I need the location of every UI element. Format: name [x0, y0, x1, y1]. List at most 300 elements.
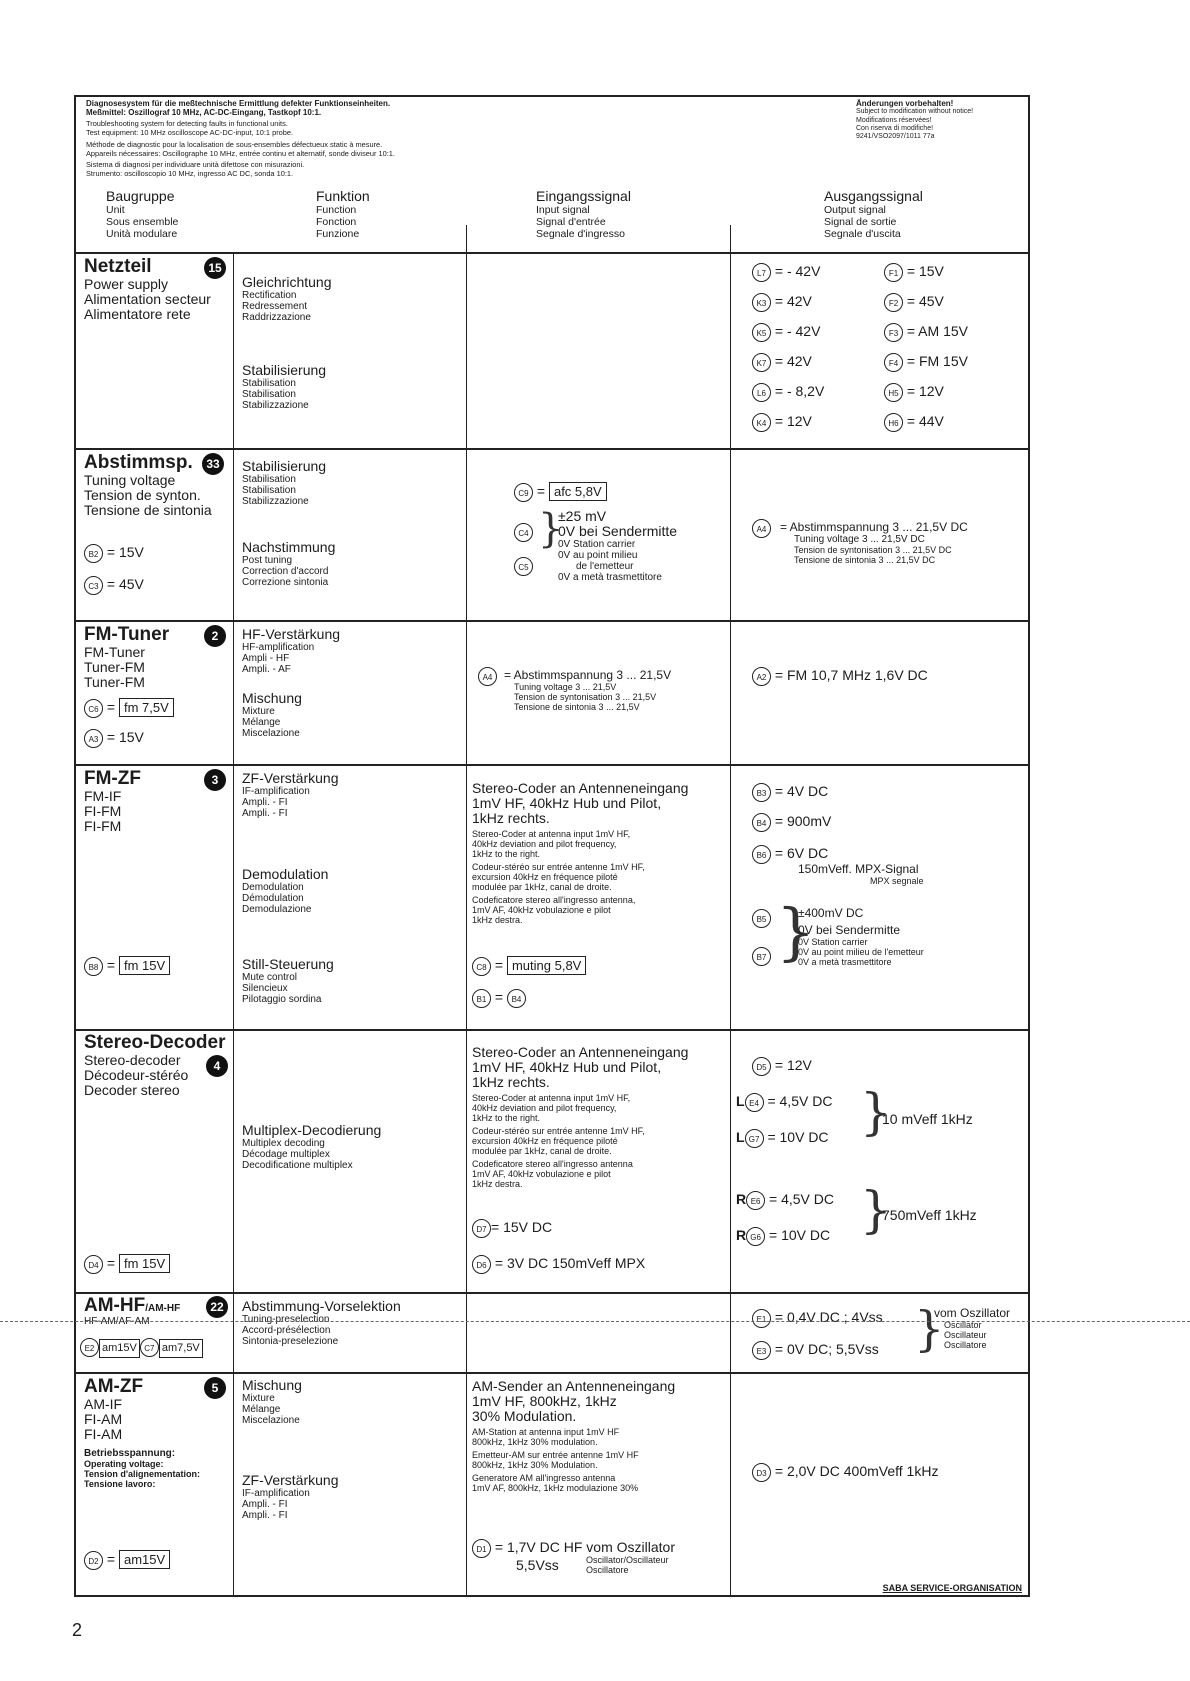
pin-icon: A4	[478, 667, 497, 686]
pin-icon: G7	[745, 1129, 764, 1148]
left-channel-label: L	[736, 1093, 745, 1109]
fmzf-f1-it: Ampli. - FI	[242, 808, 288, 819]
netzteil-out-F4	[884, 351, 968, 372]
netzteil-out-K4	[752, 411, 812, 432]
col-function-it: Funzione	[316, 228, 360, 240]
abstimm-f1-de: Stabilisierung	[242, 458, 327, 474]
abstimm-f2-fr: Correction d'accord	[242, 566, 329, 577]
out-line: 0V a metà trasmettitore	[798, 957, 892, 967]
fmzf-fr: FI-FM	[84, 803, 122, 819]
amzf-f2-en: IF-amplification	[242, 1488, 310, 1499]
in-line: Stereo-Coder at antenna input 1mV HF,	[472, 829, 631, 839]
in-line: Generatore AM all'ingresso antenna	[472, 1473, 616, 1483]
osc-label: Oscillator	[944, 1320, 982, 1330]
in-line: 1kHz to the right.	[472, 1113, 541, 1123]
in-line: 0V a metà trasmettitore	[558, 572, 662, 583]
out-value: = 15V	[906, 263, 944, 279]
fmtuner-in-pin	[478, 665, 497, 686]
pin-icon: B4	[507, 989, 526, 1008]
abstimm-in-pin-c5	[514, 555, 533, 576]
pin-icon: A2	[752, 667, 771, 686]
amzf-fr: FI-AM	[84, 1411, 123, 1427]
netzteil-func-2	[242, 363, 462, 411]
en-equip: Test equipment: 10 MHz oscilloscope AC-DC-input, 10:1 probe.	[86, 128, 294, 138]
fmzf-f2-en: Demodulation	[242, 882, 304, 893]
in-line: 800kHz, 1kHz 30% modulation.	[472, 1437, 598, 1447]
netzteil-number-badge: 15	[204, 257, 226, 279]
fmzf-en: FM-IF	[84, 788, 122, 804]
pin-icon: C3	[84, 576, 103, 595]
abstimm-func-1	[242, 459, 462, 507]
in-line: = Abstimmspannung 3 ... 21,5V	[504, 668, 672, 682]
out-value: = - 42V	[774, 323, 821, 339]
netzteil-f2-en: Stabilisation	[242, 378, 296, 389]
amzf-it: FI-AM	[84, 1426, 123, 1442]
fr-equip: Appareils nécessaires: Oscillographe 10 MHz, entrée continu et alternatif, sonde diviseur 10:1.	[86, 148, 395, 158]
netzteil-func-1	[242, 275, 462, 323]
pin-icon: B3	[752, 783, 771, 802]
abstimm-in-text	[558, 509, 728, 583]
grid-hline-3	[76, 764, 1028, 766]
fmzf-in-b1-b4	[472, 987, 526, 1008]
col-unit-it: Unità modulare	[106, 228, 178, 240]
fmtuner-title: FM-Tuner	[84, 624, 170, 645]
out-value: = 12V	[906, 383, 944, 399]
fmzf-f3-it: Pilotaggio sordina	[242, 994, 322, 1005]
pin-icon: B8	[84, 957, 103, 976]
pin-icon: D6	[472, 1255, 491, 1274]
abstimm-number-badge: 33	[202, 453, 224, 475]
amzf-in-osc	[586, 1555, 726, 1575]
netzteil-title: Netzteil	[84, 256, 152, 277]
amzf-f2-fr: Ampli. - FI	[242, 1499, 288, 1510]
pin-icon: E6	[746, 1191, 765, 1210]
netzteil-f1-fr: Redressement	[242, 301, 308, 312]
in-line: 40kHz deviation and pilot frequency,	[472, 839, 617, 849]
out-value: = FM 15V	[906, 353, 968, 369]
in-value: = 1,7V DC HF vom Oszillator	[494, 1539, 675, 1555]
fmtuner-supply-2	[84, 727, 144, 748]
fmzf-out-text	[798, 907, 1028, 967]
in-line: de l'emetteur	[576, 561, 634, 572]
out-value: = 6V DC	[774, 845, 829, 861]
cut-line	[0, 1321, 1190, 1322]
amzf-f2-de: ZF-Verstärkung	[242, 1472, 339, 1488]
fmtuner-supply-1: C6 = fm 7,5V	[84, 697, 174, 718]
fmzf-f3-de: Still-Steuerung	[242, 956, 334, 972]
supply-box: am15V	[99, 1339, 140, 1358]
service-sheet	[74, 95, 1030, 1597]
in-line: 0V bei Sendermitte	[558, 523, 678, 539]
fmzf-out-pin-b5	[752, 907, 771, 928]
out-line: 0V Station carrier	[798, 937, 868, 947]
out-value: = 10V DC	[769, 1227, 831, 1243]
col-unit-en: Unit	[106, 204, 125, 216]
pin-icon: B7	[752, 947, 771, 966]
amzf-f1-de: Mischung	[242, 1377, 302, 1393]
out-value: = 12V	[774, 1057, 812, 1073]
operating-voltage-it: Tensione lavoro:	[84, 1479, 156, 1489]
it-title: Sistema di diagnosi per individuare unità difettose con misurazioni.	[86, 160, 305, 170]
abstimm-supply-2	[84, 574, 144, 595]
pin-icon: B5	[752, 909, 771, 928]
amzf-func-1	[242, 1378, 462, 1426]
pin-icon: H5	[884, 383, 903, 402]
pin-icon: D5	[752, 1057, 771, 1076]
stereo-en: Stereo-decoder	[84, 1052, 181, 1068]
fmzf-supply: B8 = fm 15V	[84, 955, 170, 976]
pin-icon: D1	[472, 1539, 491, 1558]
in-line: excursion 40kHz en fréquence piloté	[472, 872, 618, 882]
stereo-title: Stereo-Decoder	[84, 1032, 226, 1053]
grid-hline-2	[76, 620, 1028, 622]
netzteil-it: Alimentatore rete	[84, 306, 191, 322]
amzf-in-text	[472, 1379, 728, 1493]
right-channel-label: R	[736, 1191, 747, 1207]
fmtuner-it: Tuner-FM	[84, 674, 145, 690]
abstimm-in-pin-c4	[514, 521, 533, 542]
stereo-it: Decoder stereo	[84, 1082, 180, 1098]
fmtuner-out	[752, 665, 928, 686]
netzteil-f2-it: Stabilizzazione	[242, 400, 309, 411]
equals-sign: =	[494, 989, 504, 1005]
pin-icon: F1	[884, 263, 903, 282]
brace-icon: }	[914, 1301, 945, 1357]
out-value: = 12V	[774, 413, 812, 429]
col-input-de: Eingangssignal	[536, 188, 631, 204]
fmtuner-in-text	[504, 669, 728, 712]
afc-voltage-box: afc 5,8V	[549, 482, 607, 501]
out-value: = 4V DC	[774, 783, 829, 799]
header-right	[856, 100, 1016, 141]
out-value: = 45V	[906, 293, 944, 309]
grid-hline-5	[76, 1292, 1028, 1294]
netzteil-out-F2	[884, 291, 944, 312]
abstimm-supply-1	[84, 542, 144, 563]
amzf-title: AM-ZF	[84, 1376, 144, 1397]
pin-icon: B4	[752, 813, 771, 832]
in-line: Emetteur-AM sur entrée antenne 1mV HF	[472, 1450, 639, 1460]
out-line: = Abstimmspannung 3 ... 21,5V DC	[780, 520, 968, 534]
pin-icon: K4	[752, 413, 771, 432]
in-line: Tension de syntonisation 3 ... 21,5V	[514, 692, 657, 702]
stereo-out-e6	[736, 1189, 834, 1210]
abstimm-f2-en: Post tuning	[242, 555, 293, 566]
amhf-f1-fr: Accord-présélection	[242, 1325, 331, 1336]
abstimm-in-afc: C9 = afc 5,8V	[514, 481, 607, 502]
grid-vline-3	[730, 225, 731, 1597]
brace-icon: }	[776, 895, 816, 968]
modif-fr: Modifications réservées!	[856, 116, 932, 124]
col-input	[536, 189, 736, 249]
supply-box: am15V	[119, 1550, 170, 1569]
pin-icon: E1	[752, 1309, 771, 1328]
pin-icon: E4	[745, 1093, 764, 1112]
fmzf-out-mpx	[798, 863, 1018, 886]
netzteil-out-F1	[884, 261, 944, 282]
pin-icon: D3	[752, 1463, 771, 1482]
in-line: modulée par 1kHz, canal de droite.	[472, 882, 612, 892]
col-output-it: Segnale d'uscita	[824, 228, 901, 240]
in-line: ±25 mV	[558, 508, 607, 524]
stereo-out-g6	[736, 1225, 830, 1246]
osc-label: vom Oszillator	[934, 1306, 1011, 1320]
pin-icon: E3	[752, 1341, 771, 1360]
pin-icon: K3	[752, 293, 771, 312]
amhf-supply	[80, 1337, 203, 1358]
out-value: = - 42V	[774, 263, 821, 279]
fr-title: Méthode de diagnostic pour la localisation de sous-ensembles défectueux static à mesure.	[86, 139, 383, 149]
col-function-en: Function	[316, 204, 357, 216]
pin-icon: A3	[84, 729, 103, 748]
operating-voltage-en: Operating voltage:	[84, 1459, 164, 1469]
abstimm-title: Abstimmsp.	[84, 452, 193, 473]
stereo-number-badge: 4	[206, 1055, 228, 1077]
in-line: 1mV HF, 40kHz Hub und Pilot,	[472, 795, 662, 811]
netzteil-out-K5	[752, 321, 820, 342]
de-title: Diagnosesystem für die meßtechnische Ermittlung defekter Funktionseinheiten.	[86, 99, 391, 108]
en-title: Troubleshooting system for detecting faults in functional units.	[86, 119, 288, 129]
in-line: 0V au point milieu	[558, 550, 638, 561]
de-equip: Meßmittel: Oszillograf 10 MHz, AC-DC-Eingang, Tastkopf 10:1.	[86, 107, 322, 117]
fmzf-f2-it: Demodulazione	[242, 904, 312, 915]
in-line: Stereo-Coder an Antenneneingang	[472, 1044, 689, 1060]
in-value-vss: 5,5Vss	[516, 1557, 559, 1573]
in-line: 1mV HF, 40kHz Hub und Pilot,	[472, 1059, 662, 1075]
out-value: = 900mV	[774, 813, 832, 829]
fmzf-out-pin-b7	[752, 945, 771, 966]
fmzf-out-B4	[752, 811, 831, 832]
in-line: 30% Modulation.	[472, 1408, 577, 1424]
amhf-f1-en: Tuning-preselection	[242, 1314, 330, 1325]
osc-label: Oscillateur	[944, 1330, 987, 1340]
fmzf-in-muting: C8 = muting 5,8V	[472, 955, 586, 976]
stereo-f1-it: Decodificatione multiplex	[242, 1160, 353, 1171]
abstimm-en: Tuning voltage	[84, 472, 176, 488]
stereo-out-e4	[736, 1091, 832, 1112]
fmzf-out-B3	[752, 781, 828, 802]
fmtuner-en: FM-Tuner	[84, 644, 145, 660]
amhf-f1-de: Abstimmung-Vorselektion	[242, 1298, 401, 1314]
doc-code: 9241/VSO2097/1011 77a	[856, 133, 935, 141]
out-line: Tuning voltage 3 ... 21,5V DC	[794, 534, 925, 545]
abstimm-fr: Tension de synton.	[84, 487, 201, 503]
in-line: AM-Station at antenna input 1mV HF	[472, 1427, 620, 1437]
supply-value: = 45V	[106, 576, 144, 592]
out-line: Tensione de sintonia 3 ... 21,5V DC	[794, 555, 936, 565]
pin-icon: L6	[752, 383, 771, 402]
supply-box: am7,5V	[159, 1339, 203, 1358]
amzf-f1-it: Miscelazione	[242, 1415, 300, 1426]
stereo-fr: Décodeur-stéréo	[84, 1067, 189, 1083]
fmtuner-f2-it: Miscelazione	[242, 728, 300, 739]
brace-icon: }	[538, 506, 564, 552]
fmzf-it: FI-FM	[84, 818, 122, 834]
pin-icon: F2	[884, 293, 903, 312]
in-value: = 3V DC 150mVeff MPX	[494, 1255, 646, 1271]
osc-label: Oscillator/Oscillateur	[586, 1555, 669, 1565]
out-value: = 2,0V DC 400mVeff 1kHz	[774, 1463, 939, 1479]
col-output	[824, 189, 1024, 249]
fmzf-f1-fr: Ampli. - FI	[242, 797, 288, 808]
osc-label: Oscillatore	[944, 1340, 987, 1350]
pin-icon: C4	[514, 523, 533, 542]
col-input-it: Segnale d'ingresso	[536, 228, 625, 240]
stereo-out-d5	[752, 1055, 812, 1076]
in-line: 1mV HF, 800kHz, 1kHz	[472, 1393, 617, 1409]
netzteil-out-K7	[752, 351, 812, 372]
netzteil-f1-en: Rectification	[242, 290, 297, 301]
in-line: Codeur-stéréo sur entrée antenne 1mV HF,	[472, 1126, 645, 1136]
fmzf-f1-en: IF-amplification	[242, 786, 310, 797]
fmzf-title: FM-ZF	[84, 768, 141, 789]
in-line: 1mV AF, 40kHz vobulazione e pilot	[472, 1169, 611, 1179]
netzteil-en: Power supply	[84, 276, 169, 292]
right-out-level: 750mVeff 1kHz	[882, 1207, 977, 1223]
out-line: 0V bei Sendermitte	[798, 923, 901, 937]
fmtuner-fr: Tuner-FM	[84, 659, 145, 675]
col-function-fr: Fonction	[316, 216, 357, 228]
fmzf-f3-fr: Silencieux	[242, 983, 288, 994]
in-line: 1kHz to the right.	[472, 849, 541, 859]
out-value: = 44V	[906, 413, 944, 429]
modif-en: Subject to modification without notice!	[856, 108, 974, 116]
page-number: 2	[72, 1620, 83, 1640]
left-out-level: 10 mVeff 1kHz	[882, 1111, 973, 1127]
amzf-out-d3	[752, 1461, 938, 1482]
out-line: 0V au point milieu de l'emetteur	[798, 947, 924, 957]
fmzf-in-text	[472, 781, 728, 925]
amzf-en: AM-IF	[84, 1396, 123, 1412]
netzteil-f1-it: Raddrizzazione	[242, 312, 311, 323]
abstimm-f1-en: Stabilisation	[242, 474, 296, 485]
amzf-supply: D2 = am15V	[84, 1549, 170, 1570]
pin-icon: B6	[752, 845, 771, 864]
in-line: 0V Station carrier	[558, 539, 636, 550]
fmzf-f3-en: Mute control	[242, 972, 298, 983]
out-line: Tension de syntonisation 3 ... 21,5V DC	[794, 545, 952, 555]
supply-value: = 15V	[106, 544, 144, 560]
supply-value: = 15V	[106, 729, 144, 745]
in-line: Codeficatore stereo all'ingresso antenna,	[472, 895, 636, 905]
osc-label: Oscillatore	[586, 1565, 629, 1575]
supply-box: fm 7,5V	[119, 698, 174, 717]
pin-icon: C5	[514, 557, 533, 576]
fmzf-out-B6	[752, 843, 828, 864]
netzteil-out-L7	[752, 261, 820, 282]
fmtuner-f1-en: HF-amplification	[242, 642, 315, 653]
pin-icon: B1	[472, 989, 491, 1008]
operating-voltage-fr: Tension d'alignementation:	[84, 1469, 200, 1479]
grid-hline-1	[76, 448, 1028, 450]
header-left	[86, 100, 646, 179]
amhf-f1-it: Sintonia-preselezione	[242, 1336, 339, 1347]
stereo-func-1	[242, 1123, 462, 1171]
grid-hline-4	[76, 1029, 1028, 1031]
netzteil-f1-de: Gleichrichtung	[242, 274, 332, 290]
fmtuner-func-1	[242, 627, 462, 675]
stereo-in-d7	[472, 1217, 552, 1238]
brace-icon: }	[860, 1181, 892, 1239]
col-function-de: Funktion	[316, 188, 370, 204]
out-line: ±400mV DC	[798, 906, 864, 920]
stereo-out-g7	[736, 1127, 829, 1148]
stereo-f1-en: Multiplex decoding	[242, 1138, 325, 1149]
operating-voltage-de: Betriebsspannung:	[84, 1448, 176, 1459]
fmtuner-func-2	[242, 691, 462, 739]
grid-hline-6	[76, 1372, 1028, 1374]
supply-box: fm 15V	[119, 956, 170, 975]
col-function	[316, 189, 446, 249]
out-value: = 4,5V DC	[767, 1093, 833, 1109]
col-unit-de: Baugruppe	[106, 188, 175, 204]
in-line: Codeficatore stereo all'ingresso antenna	[472, 1159, 633, 1169]
out-value: = 4,5V DC	[769, 1191, 834, 1207]
abstimm-it: Tensione de sintonia	[84, 502, 212, 518]
amhf-title: AM-HF	[84, 1295, 146, 1316]
in-line: AM-Sender an Antenneneingang	[472, 1378, 676, 1394]
abstimm-f1-fr: Stabilisation	[242, 485, 296, 496]
left-channel-label: L	[736, 1129, 745, 1145]
pin-icon: D2	[84, 1551, 103, 1570]
amzf-f2-it: Ampli. - FI	[242, 1510, 288, 1521]
stereo-in-d6	[472, 1253, 645, 1274]
col-output-en: Output signal	[824, 204, 886, 216]
it-equip: Strumento: oscilloscopio 10 MHz, ingresso AC DC, sonda 10:1.	[86, 168, 294, 178]
grid-vline-2	[466, 225, 467, 1597]
in-line: 1kHz rechts.	[472, 810, 550, 826]
col-input-fr: Signal d'entrée	[536, 216, 606, 228]
right-channel-label: R	[736, 1227, 747, 1243]
stereo-f1-fr: Décodage multiplex	[242, 1149, 330, 1160]
fmtuner-number-badge: 2	[204, 625, 226, 647]
abstimm-func-2	[242, 540, 462, 588]
fmtuner-f2-fr: Mélange	[242, 717, 281, 728]
fmzf-func-3	[242, 957, 462, 1005]
fmzf-func-2	[242, 867, 462, 915]
abstimm-out-text	[780, 521, 1030, 565]
in-line: 1kHz rechts.	[472, 1074, 550, 1090]
col-unit	[106, 189, 236, 249]
stereo-f1-de: Multiplex-Decodierung	[242, 1122, 382, 1138]
pin-icon: C9	[514, 483, 533, 502]
in-line: Stereo-Coder an Antenneneingang	[472, 780, 689, 796]
netzteil-f2-fr: Stabilisation	[242, 389, 296, 400]
netzteil-out-F3	[884, 321, 968, 342]
fmtuner-f1-de: HF-Verstärkung	[242, 626, 341, 642]
pin-icon: D7	[472, 1219, 491, 1238]
amzf-number-badge: 5	[204, 1377, 226, 1399]
fmzf-func-1	[242, 771, 462, 819]
in-line: Stereo-Coder at antenna input 1mV HF,	[472, 1093, 631, 1103]
out-value: = FM 10,7 MHz 1,6V DC	[774, 667, 928, 683]
pin-icon: G6	[746, 1227, 765, 1246]
in-line: 800kHz, 1kHz 30% Modulation.	[472, 1460, 598, 1470]
pin-icon: F4	[884, 353, 903, 372]
abstimm-f2-de: Nachstimmung	[242, 539, 336, 555]
fmzf-number-badge: 3	[204, 769, 226, 791]
col-unit-fr: Sous ensemble	[106, 216, 179, 228]
stereo-supply: D4 = fm 15V	[84, 1253, 170, 1274]
abstimm-out-pin	[752, 517, 771, 538]
brace-icon: }	[860, 1083, 892, 1141]
out-value: = 10V DC	[767, 1129, 829, 1145]
in-line: 1mV AF, 40kHz vobulazione e pilot	[472, 905, 611, 915]
col-output-de: Ausgangssignal	[824, 188, 923, 204]
amzf-f1-fr: Mélange	[242, 1404, 281, 1415]
fmtuner-f2-en: Mixture	[242, 706, 275, 717]
in-line: Tensione de sintonia 3 ... 21,5V	[514, 702, 640, 712]
